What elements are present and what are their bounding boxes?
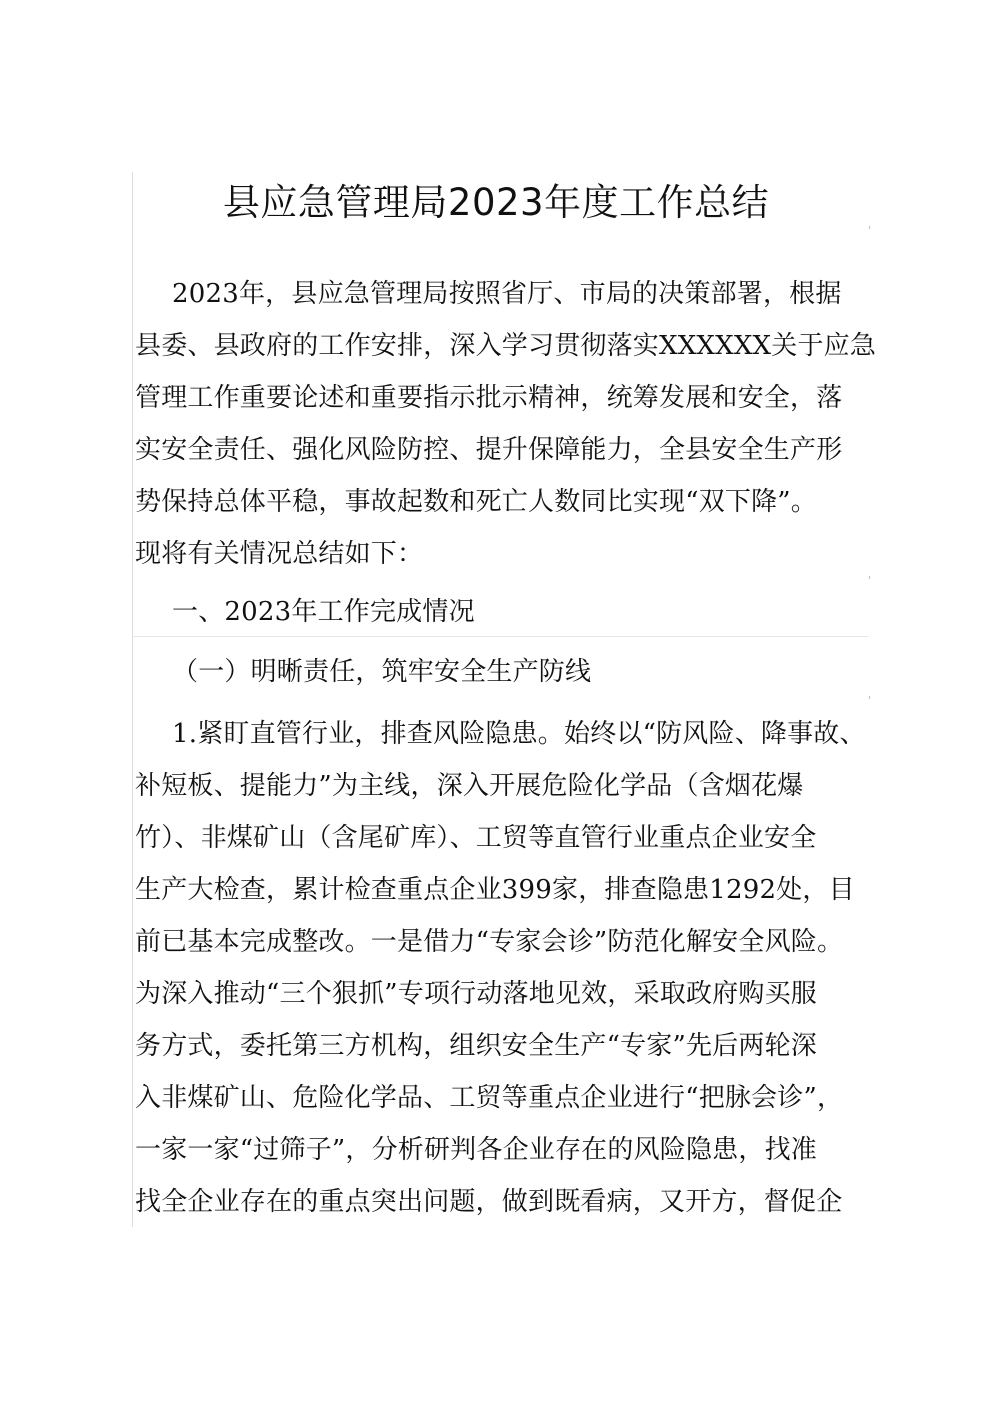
margin-tick <box>869 576 870 579</box>
item-line: 生产大检查，累计检查重点企业399家，排查隐患1292处，目 <box>135 875 855 905</box>
intro-line: 管理工作重要论述和重要指示批示精神，统筹发展和安全，落 <box>135 383 843 413</box>
intro-line: 势保持总体平稳，事故起数和死亡人数同比实现“双下降”。 <box>135 487 817 517</box>
subsection-heading: （一）明晰责任，筑牢安全生产防线 <box>172 657 592 687</box>
intro-line: 2023年，县应急管理局按照省厅、市局的决策部署，根据 <box>172 279 842 309</box>
item-line: 竹）、非煤矿山（含尾矿库）、工贸等直管行业重点企业安全 <box>135 823 817 853</box>
item-line: 补短板、提能力”为主线，深入开展危险化学品（含烟花爆 <box>135 771 804 801</box>
item-line: 务方式，委托第三方机构，组织安全生产“专家”先后两轮深 <box>135 1031 817 1061</box>
intro-line: 实安全责任、强化风险防控、提升保障能力，全县安全生产形 <box>135 435 843 465</box>
section-divider <box>133 636 868 637</box>
intro-line: 现将有关情况总结如下： <box>135 539 424 569</box>
section-heading: 一、2023年工作完成情况 <box>172 597 475 627</box>
item-line: 一家一家“过筛子”，分析研判各企业存在的风险隐患，找准 <box>135 1135 817 1165</box>
item-line: 为深入推动“三个狠抓”专项行动落地见效，采取政府购买服 <box>135 979 817 1009</box>
margin-tick <box>869 696 870 699</box>
item-line: 1.紧盯直管行业，排查风险隐患。始终以“防风险、降事故、 <box>172 719 866 749</box>
document-title: 县应急管理局2023年度工作总结 <box>222 181 770 224</box>
item-line: 入非煤矿山、危险化学品、工贸等重点企业进行“把脉会诊”， <box>135 1083 844 1113</box>
intro-line: 县委、县政府的工作安排，深入学习贯彻落实XXXXXX关于应急 <box>135 331 877 361</box>
left-margin-rule <box>132 172 133 1227</box>
item-line: 前已基本完成整改。一是借力“专家会诊”防范化解安全风险。 <box>135 927 844 957</box>
item-line: 找全企业存在的重点突出问题，做到既看病，又开方，督促企 <box>135 1187 843 1217</box>
